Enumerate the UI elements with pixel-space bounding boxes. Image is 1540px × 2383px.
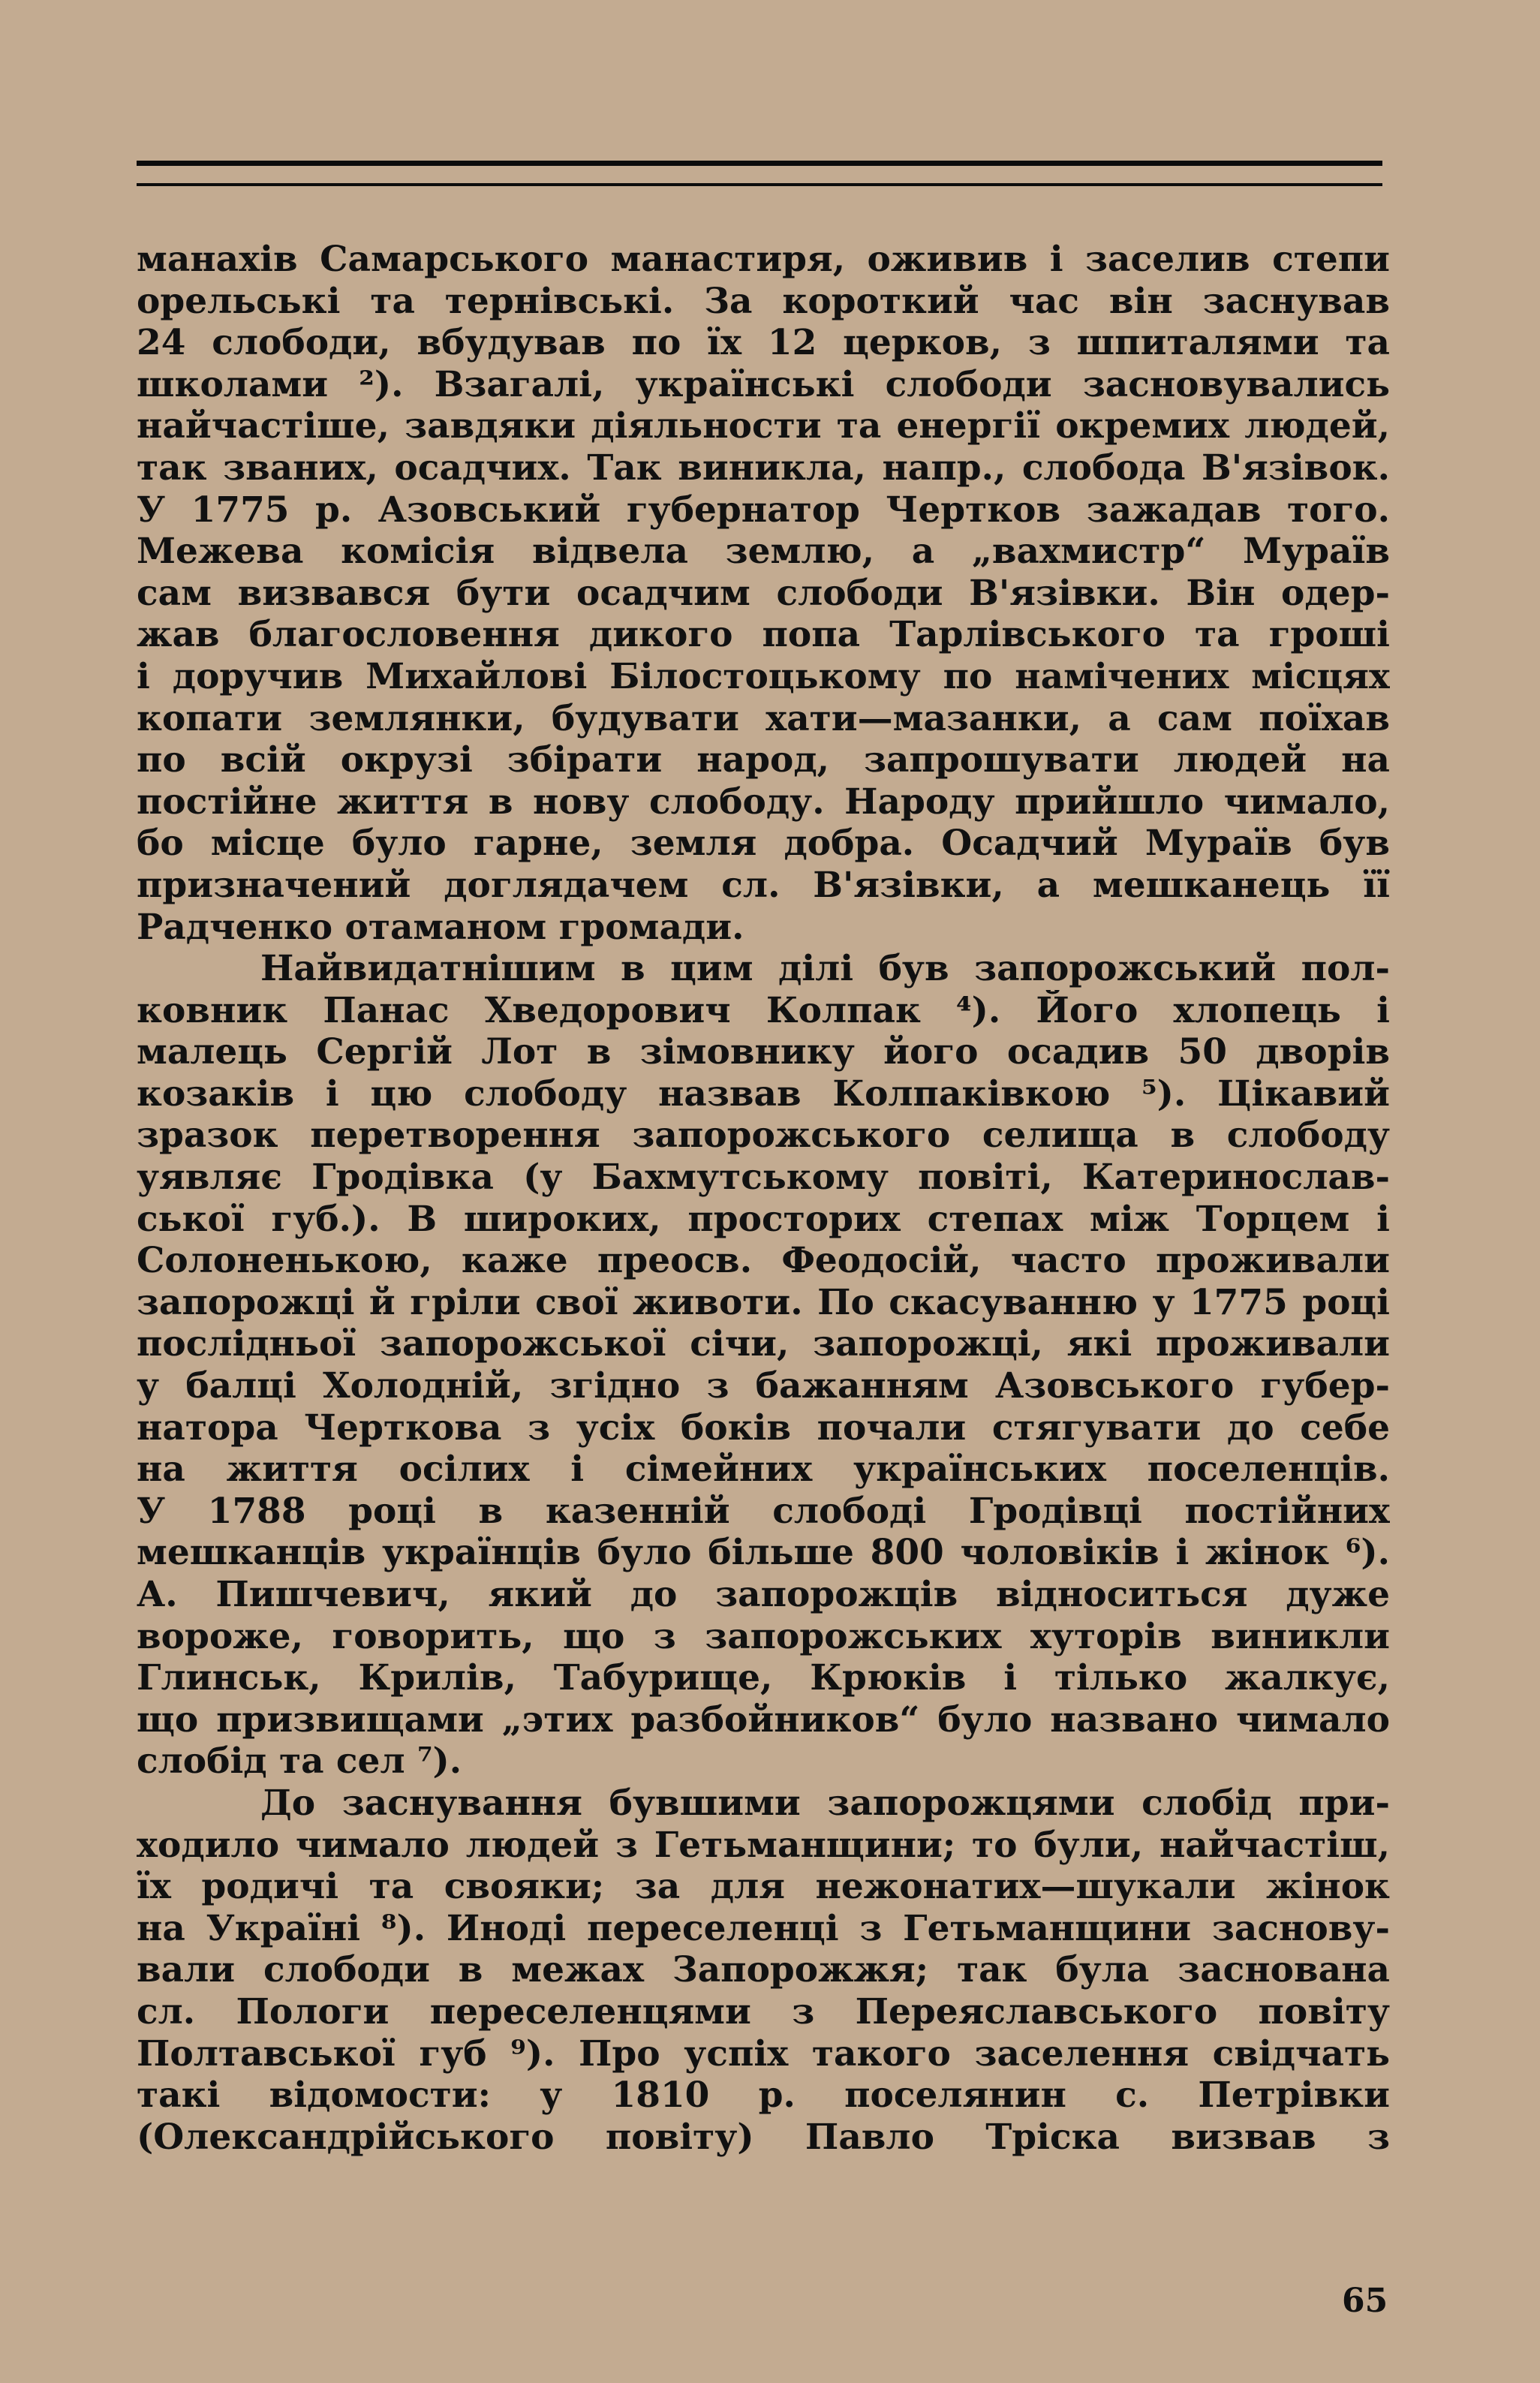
text-line: такі відомости: у 1810 р. поселянин с. Петрівки: [137, 2075, 1390, 2117]
text-line: бо місце було гарне, земля добра. Осадчий Мураїв був: [137, 823, 1390, 865]
text-line: У 1788 році в казенній слободі Гродівці постійних: [137, 1490, 1390, 1532]
text-line: Глинськ, Крилів, Табурище, Крюків і тілько жалкує,: [137, 1657, 1390, 1699]
paragraph-start-line: Найвидатнішим в цим ділі був запорожський пол-: [260, 948, 1390, 990]
text-line: У 1775 р. Азовський губернатор Чертков зажадав того.: [137, 489, 1390, 531]
text-line: ської губ.). В широких, просторих степах між Торцем і: [137, 1198, 1390, 1240]
text-line: їх родичі та свояки; за для нежонатих—шукали жінок: [137, 1866, 1390, 1908]
text-line: Полтавської губ ⁹). Про успіх такого заселення свідчать: [137, 2032, 1390, 2075]
header-rule-thick: [137, 161, 1382, 166]
text-line: 24 слободи, вбудував по їх 12 церков, з шпиталями та: [137, 322, 1390, 364]
text-line: (Олександрійського повіту) Павло Тріска визвав з: [137, 2116, 1390, 2158]
text-line: мешканців українців було більше 800 чоловіків і жінок ⁶).: [137, 1532, 1390, 1574]
text-line: ковник Панас Хведорович Колпак ⁴). Його хлопець і: [137, 989, 1390, 1031]
page-number: 65: [1342, 2282, 1388, 2320]
text-line: по всій окрузі збірати народ, запрошувати людей на: [137, 739, 1390, 781]
page-body: [137, 239, 1390, 2158]
text-line: копати землянки, будувати хати—мазанки, а сам поїхав: [137, 697, 1390, 739]
text-line: на Україні ⁸). Иноді переселенці з Гетьманщини заснову-: [137, 1907, 1390, 1949]
text-line: на життя осілих і сімейних українських поселенців.: [137, 1449, 1390, 1491]
text-line: жав благословення дикого попа Тарлівського та гроші: [137, 614, 1390, 656]
text-line: що призвищами „этих разбойников“ було названо чимало: [137, 1698, 1390, 1741]
text-line: вали слободи в межах Запорожжя; так була заснована: [137, 1949, 1390, 1991]
text-line: запорожці й гріли свої животи. По скасуванню у 1775 році: [137, 1281, 1390, 1323]
text-line: ходило чимало людей з Гетьманщини; то були, найчастіш,: [137, 1824, 1390, 1866]
text-line: сл. Пологи переселенцями з Переяславського повіту: [137, 1990, 1390, 2032]
text-line: малець Сергій Лот в зімовнику його осадив 50 дворів: [137, 1031, 1390, 1073]
text-line: так званих, осадчих. Так виникла, напр., слобода В'язівок.: [137, 447, 1390, 489]
header-rule-thin: [137, 183, 1382, 186]
text-line: школами ²). Взагалі, українські слободи засновувались: [137, 363, 1390, 405]
text-line: натора Черткова з усіх боків почали стягувати до себе: [137, 1407, 1390, 1449]
text-line: манахів Самарського манастиря, оживив і заселив степи: [137, 239, 1390, 280]
paragraph-start-line: До заснування бувшими запорожцями слобід при-: [260, 1782, 1390, 1824]
text-line: у балці Холодній, згідно з бажанням Азовського губер-: [137, 1365, 1390, 1407]
text-line: А. Пишчевич, який до запорожців відноситься дуже: [137, 1574, 1390, 1615]
text-line: постійне життя в нову слободу. Народу прийшло чимало,: [137, 781, 1390, 823]
paragraph-end-line: Радченко отаманом громади.: [137, 906, 744, 948]
text-line: послідньої запорожської січи, запорожці, які проживали: [137, 1323, 1390, 1365]
text-line: уявляє Гродівка (у Бахмутському повіті, Катеринослав-: [137, 1157, 1390, 1199]
text-line: Солоненькою, каже преосв. Феодосій, часто проживали: [137, 1240, 1390, 1282]
text-line: зразок перетворення запорожського селища в слободу: [137, 1115, 1390, 1157]
text-line: призначений доглядачем сл. В'язівки, а мешканець її: [137, 864, 1390, 906]
text-line: вороже, говорить, що з запорожських хуторів виникли: [137, 1615, 1390, 1657]
text-line: орельські та тернівські. За короткий час він заснував: [137, 280, 1390, 322]
text-line: найчастіше, завдяки діяльности та енергії окремих людей,: [137, 405, 1390, 447]
text-line: козаків і цю слободу назвав Колпаківкою ⁵). Цікавий: [137, 1073, 1390, 1115]
paragraph-end-line: слобід та сел ⁷).: [137, 1741, 462, 1783]
text-line: сам визвався бути осадчим слободи В'язівки. Він одер-: [137, 572, 1390, 614]
text-line: Межева комісія відвела землю, а „вахмистр“ Мураїв: [137, 531, 1390, 573]
text-line: і доручив Михайлові Білостоцькому по намічених місцях: [137, 655, 1390, 697]
